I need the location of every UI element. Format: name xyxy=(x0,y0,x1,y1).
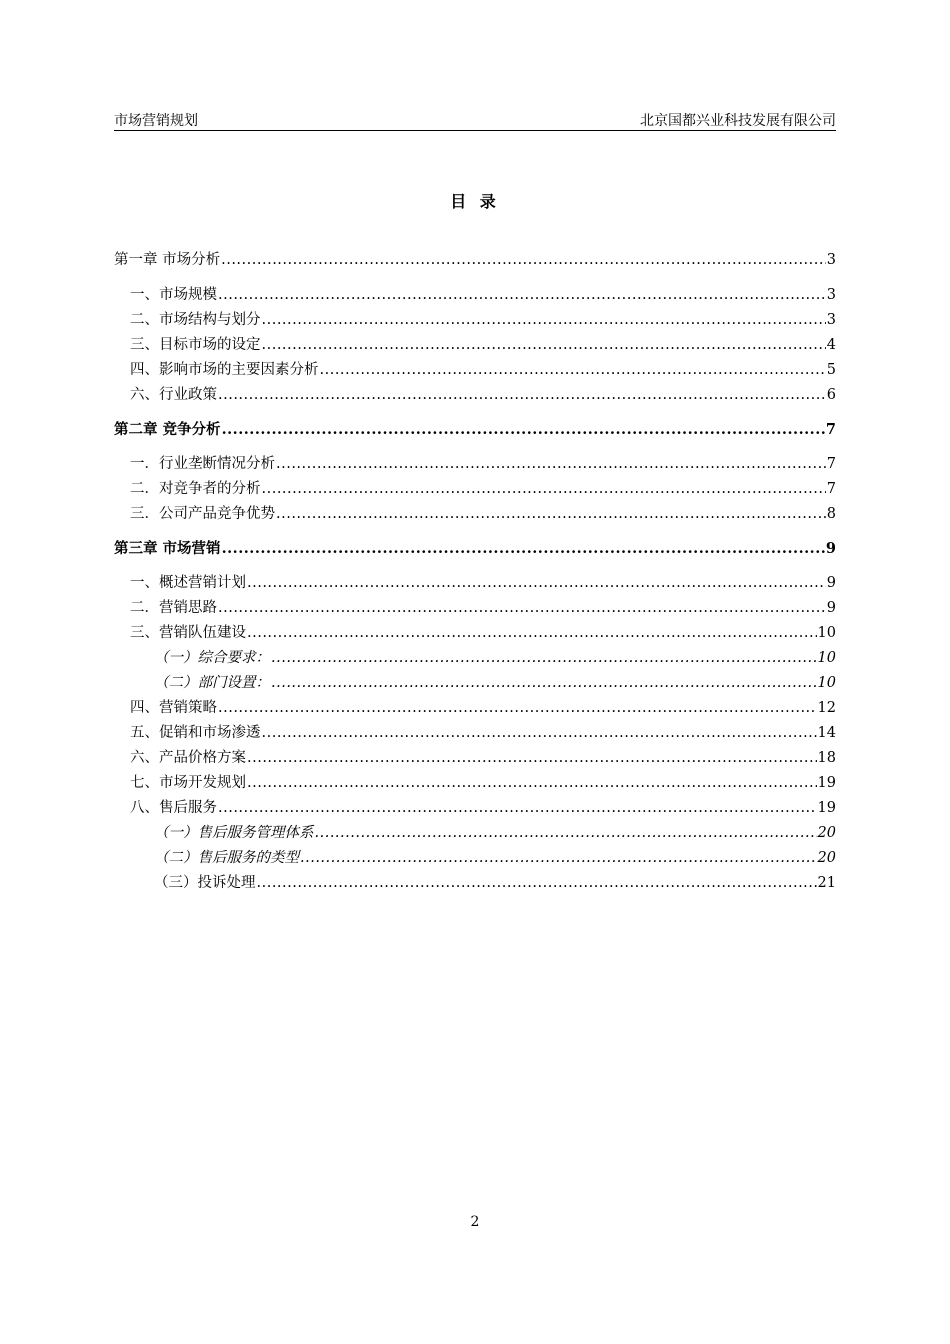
toc-entry[interactable] xyxy=(114,248,836,270)
toc-entry[interactable] xyxy=(114,537,836,559)
toc-dot-leader xyxy=(271,648,817,668)
toc-entry-page: 9 xyxy=(825,540,836,557)
toc-entry[interactable] xyxy=(114,358,836,380)
toc-entry[interactable] xyxy=(114,621,836,643)
toc-entry-page: 9 xyxy=(826,600,836,616)
toc-entry-label: 一、概述营销计划 xyxy=(130,575,246,591)
toc-entry[interactable] xyxy=(114,646,836,668)
toc-entry-page: 3 xyxy=(826,287,836,303)
toc-entry-label: （二）部门设置： xyxy=(154,675,270,691)
toc-entry-page: 12 xyxy=(817,700,836,716)
toc-dot-leader xyxy=(218,598,826,618)
toc-entry-label: （一）售后服务管理体系 xyxy=(154,825,314,841)
toc-entry-page: 20 xyxy=(817,850,836,866)
toc-dot-leader xyxy=(262,723,817,743)
toc-entry[interactable] xyxy=(114,871,836,893)
toc-entry-page: 14 xyxy=(817,725,836,741)
toc-entry-page: 7 xyxy=(826,456,836,472)
toc-entry-page: 10 xyxy=(817,625,836,641)
toc-dot-leader xyxy=(300,848,817,868)
page-header xyxy=(114,110,836,131)
toc-entry-label: 六、产品价格方案 xyxy=(130,750,246,766)
page-number: 2 xyxy=(470,1214,480,1230)
toc-entry[interactable] xyxy=(114,571,836,593)
toc-entry-page: 10 xyxy=(817,650,836,666)
toc-entry-label: 二．对竞争者的分析 xyxy=(130,481,261,497)
toc-entry[interactable] xyxy=(114,477,836,499)
toc-entry-label: 八、售后服务 xyxy=(130,800,217,816)
toc-entry-page: 8 xyxy=(826,506,836,522)
toc-entry[interactable] xyxy=(114,746,836,768)
toc-dot-leader xyxy=(262,479,826,499)
toc-entry-label: 第三章 市场营销 xyxy=(114,540,221,557)
toc-entry-label: 三．公司产品竞争优势 xyxy=(130,506,275,522)
toc-entry[interactable] xyxy=(114,596,836,618)
toc-entry-page: 21 xyxy=(817,875,836,891)
toc-dot-leader xyxy=(222,539,825,559)
toc-entry-page: 3 xyxy=(826,312,836,328)
toc-entry-page: 9 xyxy=(826,575,836,591)
toc-entry-label: （一）综合要求： xyxy=(154,650,270,666)
toc-entry-page: 10 xyxy=(817,675,836,691)
toc-entry-label: 五、促销和市场渗透 xyxy=(130,725,261,741)
toc-entry-label: 一．行业垄断情况分析 xyxy=(130,456,275,472)
toc-dot-leader xyxy=(276,504,826,524)
toc-dot-leader xyxy=(221,250,826,270)
toc-dot-leader xyxy=(247,773,817,793)
toc-dot-leader xyxy=(247,623,817,643)
toc-dot-leader xyxy=(218,285,826,305)
toc-entry[interactable] xyxy=(114,671,836,693)
toc-entry[interactable] xyxy=(114,452,836,474)
toc-entry-page: 4 xyxy=(826,337,836,353)
toc-entry[interactable] xyxy=(114,283,836,305)
toc-dot-leader xyxy=(218,385,826,405)
toc-entry[interactable] xyxy=(114,333,836,355)
toc-entry[interactable] xyxy=(114,821,836,843)
toc-entry-page: 7 xyxy=(826,481,836,497)
toc-dot-leader xyxy=(271,673,817,693)
toc-entry-page: 5 xyxy=(826,362,836,378)
toc-dot-leader xyxy=(262,310,826,330)
toc-entry-label: 二．营销思路 xyxy=(130,600,217,616)
toc-entry-label: 六、行业政策 xyxy=(130,387,217,403)
toc-dot-leader xyxy=(247,573,826,593)
toc-entry-page: 19 xyxy=(817,775,836,791)
toc-entry-label: 七、市场开发规划 xyxy=(130,775,246,791)
toc-entry-label: 二、市场结构与划分 xyxy=(130,312,261,328)
toc-dot-leader xyxy=(218,798,817,818)
toc-entry-label: 第一章 市场分析 xyxy=(114,252,221,268)
toc-entry[interactable] xyxy=(114,308,836,330)
toc-title: 目 录 xyxy=(450,192,500,211)
toc-entry[interactable] xyxy=(114,846,836,868)
toc-entry-label: （三）投诉处理 xyxy=(154,875,256,891)
toc-entry-label: 四、营销策略 xyxy=(130,700,217,716)
toc-dot-leader xyxy=(315,823,817,843)
toc-entry[interactable] xyxy=(114,696,836,718)
toc-entry-label: 第二章 竞争分析 xyxy=(114,421,221,438)
toc-dot-leader xyxy=(276,454,826,474)
toc-dot-leader xyxy=(257,873,817,893)
toc-entry-label: 一、市场规模 xyxy=(130,287,217,303)
toc-entry-page: 19 xyxy=(817,800,836,816)
toc-entry-page: 7 xyxy=(825,421,836,438)
toc-entry-page: 20 xyxy=(817,825,836,841)
toc-entry[interactable] xyxy=(114,383,836,405)
toc-entry-page: 3 xyxy=(826,252,836,268)
toc-entry-label: 三、目标市场的设定 xyxy=(130,337,261,353)
toc-dot-leader xyxy=(222,420,825,440)
toc-entry-page: 6 xyxy=(826,387,836,403)
toc-entry[interactable] xyxy=(114,796,836,818)
header-company-name: 北京国都兴业科技发展有限公司 xyxy=(640,113,836,129)
toc-entry[interactable] xyxy=(114,721,836,743)
toc-entry-label: （二）售后服务的类型 xyxy=(154,850,299,866)
toc-dot-leader xyxy=(320,360,826,380)
toc-entry-label: 四、影响市场的主要因素分析 xyxy=(130,362,319,378)
toc-entry[interactable] xyxy=(114,418,836,440)
toc-entry-label: 三、营销队伍建设 xyxy=(130,625,246,641)
header-doc-title: 市场营销规划 xyxy=(114,113,198,129)
toc-entry-page: 18 xyxy=(817,750,836,766)
toc-dot-leader xyxy=(262,335,826,355)
toc-entry[interactable] xyxy=(114,502,836,524)
toc-dot-leader xyxy=(247,748,817,768)
toc-entry[interactable] xyxy=(114,771,836,793)
toc-dot-leader xyxy=(218,698,817,718)
